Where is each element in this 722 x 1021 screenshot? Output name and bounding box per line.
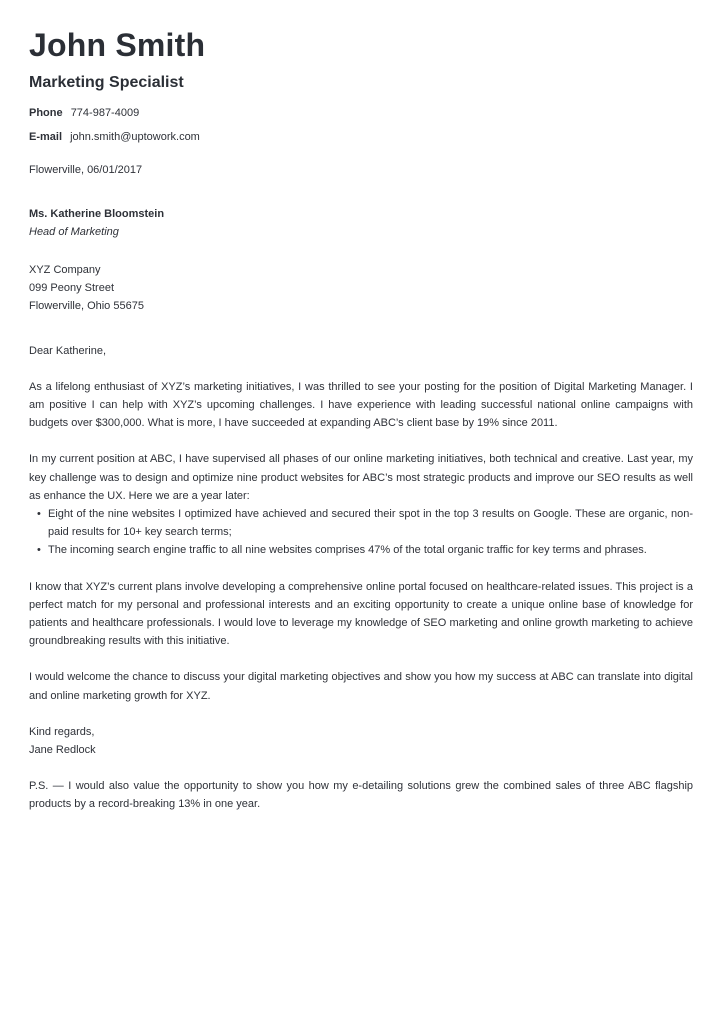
email-label: E-mail: [29, 131, 63, 143]
letter-paragraph-4: I would welcome the chance to discuss your digital marketing objectives and show you how my success at ABC can translate into digital and online marketing growth for XYZ.: [29, 671, 693, 702]
email-row: [29, 130, 693, 144]
phone-label: Phone: [29, 107, 63, 119]
address-city: Flowerville, Ohio 55675: [29, 300, 144, 313]
recipient-title: Head of Marketing: [29, 226, 119, 238]
list-item: [29, 505, 693, 541]
list-item-text: Eight of the nine websites I optimized have achieved and secured their spot in the top 3 results on Google. These are organic, non-paid results for 10+ key search terms;: [48, 508, 693, 539]
recipient-address: [29, 261, 693, 316]
letter-paragraph-1: As a lifelong enthusiast of XYZ’s marketing initiatives, I was thrilled to see your posting for the position of Digital Marketing Manager. I am positive I can help with XYZ’s upcoming challenges. I have experience with leading successful national online campaigns with budgets over $300,000. What is more, I have succeeded at expanding ABC’s client base by 19% since 2011.: [29, 380, 693, 430]
letter-postscript: P.S. — I would also value the opportunity to show you how my e-detailing solutions grew the combined sales of three ABC flagship products by a record-breaking 13% in one year.: [29, 780, 693, 811]
list-item-text: The incoming search engine traffic to all nine websites comprises 47% of the total organic traffic for key terms and phrases.: [48, 544, 647, 557]
phone-row: [29, 106, 693, 120]
applicant-job-title: Marketing Specialist: [29, 74, 184, 91]
signature-name: Jane Redlock: [29, 744, 96, 757]
place-and-date: Flowerville, 06/01/2017: [29, 164, 143, 176]
recipient-name: Ms. Katherine Bloomstein: [29, 208, 165, 220]
bullet-icon: •: [37, 508, 41, 521]
letter-greeting: Dear Katherine,: [29, 344, 107, 357]
phone-value: 774-987-4009: [70, 107, 140, 119]
email-value: john.smith@uptowork.com: [70, 131, 200, 143]
bullet-icon: •: [37, 544, 41, 557]
address-company: XYZ Company: [29, 264, 101, 276]
list-item: [29, 541, 693, 559]
letter-paragraph-2-block: [29, 450, 693, 559]
letter-paragraph-3: I know that XYZ’s current plans involve developing a comprehensive online portal focused on healthcare-related issues. This project is a perfect match for my personal and professional interests and an exciting opportunity to create a unique online base of knowledge for patients and healthcare professionals. I would love to leverage my knowledge of SEO marketing and online growth marketing to achieve groundbreaking results with this initiative.: [29, 580, 693, 648]
closing-phrase: Kind regards,: [29, 725, 95, 738]
address-street: 099 Peony Street: [29, 282, 115, 295]
achievements-list: [29, 505, 693, 560]
applicant-name: John Smith: [29, 27, 206, 63]
letter-paragraph-2: In my current position at ABC, I have supervised all phases of our online marketing initiatives, both technical and creative. Last year, my key challenge was to design and optimize nine product websites for ABC’s most strategic products and improve our SEO results as well as enhance the UX. Here we are a year later:: [29, 453, 693, 502]
letter-signoff: [29, 723, 693, 759]
